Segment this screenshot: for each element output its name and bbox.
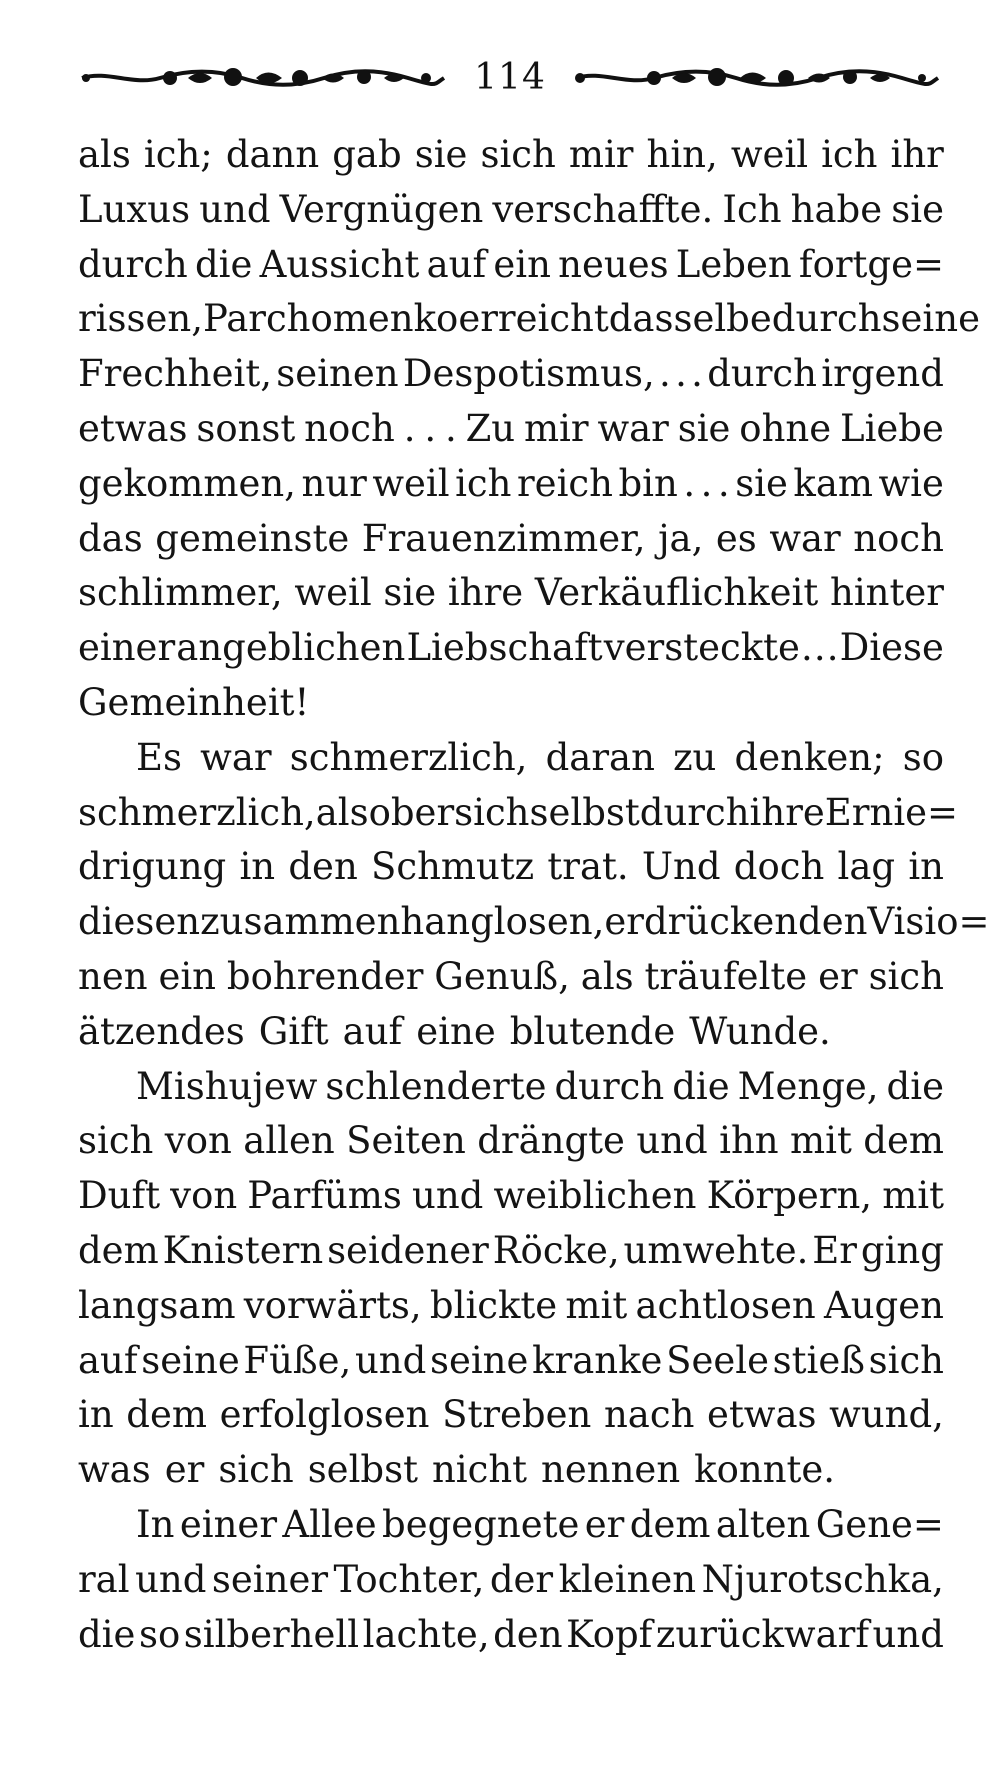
- word: die: [672, 1064, 730, 1108]
- word: dasselbe: [608, 297, 772, 341]
- word: lachte,: [362, 1612, 490, 1656]
- word: mir: [523, 406, 589, 450]
- word: ich;: [143, 133, 213, 176]
- text-line: [78, 1060, 944, 1115]
- word: weil: [372, 461, 450, 505]
- word: Menge,: [737, 1064, 879, 1108]
- word: diesen: [78, 900, 201, 944]
- text-line: [78, 238, 944, 293]
- word: ihre: [447, 571, 524, 615]
- word: ja,: [658, 516, 704, 560]
- word: er: [164, 1448, 205, 1492]
- word: trat.: [547, 845, 629, 889]
- word: .: [659, 352, 671, 396]
- word: weil: [730, 133, 809, 176]
- word: Mishujew: [136, 1064, 318, 1108]
- word: seine: [429, 1338, 529, 1382]
- word: eine: [416, 1009, 496, 1053]
- text-line: [78, 1498, 944, 1553]
- word: achtlosen: [635, 1283, 816, 1327]
- word: noch: [853, 516, 944, 560]
- word: selbst: [307, 1448, 418, 1492]
- word: blutende: [509, 1009, 676, 1053]
- word: Gemeinheit!: [78, 680, 310, 724]
- text-line: [78, 676, 944, 731]
- word: Despotismus,: [402, 352, 655, 396]
- word: Streben: [442, 1393, 592, 1437]
- word: allen: [243, 1119, 335, 1163]
- word: bin: [618, 461, 678, 505]
- word: schlimmer,: [78, 571, 283, 615]
- word: mit: [882, 1174, 944, 1218]
- word: .: [691, 352, 703, 396]
- word: umwehte.: [623, 1228, 809, 1272]
- word: durch: [771, 297, 882, 341]
- word: von: [170, 1174, 238, 1218]
- word: hin,: [646, 133, 718, 176]
- word: nen: [78, 954, 148, 998]
- word: nach: [603, 1393, 695, 1437]
- word: seiner: [211, 1557, 329, 1601]
- word: gab: [332, 133, 402, 176]
- word: lag: [837, 845, 896, 889]
- word: ihre: [749, 790, 825, 834]
- word: Vergnügen: [279, 187, 484, 231]
- word: erfolglosen: [219, 1393, 430, 1437]
- word: .: [403, 406, 416, 450]
- word: konnte.: [694, 1448, 836, 1492]
- word: durch: [707, 352, 817, 396]
- word: Tochter,: [333, 1557, 485, 1601]
- word: noch: [304, 406, 395, 450]
- word: Schmutz: [371, 845, 535, 889]
- word: Füße,: [243, 1338, 352, 1382]
- word: er: [584, 1502, 625, 1546]
- word: Ich: [722, 187, 782, 231]
- text-line: [78, 512, 944, 567]
- word: sie: [414, 133, 468, 176]
- word: .: [424, 406, 437, 450]
- word: hinter: [830, 571, 944, 615]
- word: sich: [78, 1119, 154, 1163]
- word: die: [886, 1064, 944, 1108]
- word: nur: [301, 461, 367, 505]
- word: .: [717, 461, 730, 505]
- word: auf: [78, 1338, 138, 1382]
- word: Liebschaft: [406, 626, 603, 670]
- word: ätzendes: [78, 1009, 245, 1053]
- word: es: [715, 516, 757, 560]
- word: er: [818, 954, 858, 998]
- text-line: [78, 183, 944, 238]
- word: Zu: [465, 406, 516, 450]
- word: den: [288, 845, 358, 889]
- word: Duft: [78, 1174, 161, 1218]
- word: Verkäuflichkeit: [534, 571, 819, 615]
- text-line: [78, 1279, 944, 1334]
- word: Diese: [839, 626, 944, 670]
- word: war: [200, 735, 272, 779]
- word: weil: [294, 571, 372, 615]
- word: versteckte: [603, 626, 800, 670]
- word: und: [411, 1174, 484, 1218]
- word: weiblichen: [493, 1174, 697, 1218]
- word: sich: [480, 133, 556, 176]
- word: daran: [545, 735, 655, 779]
- left-ornament-icon: [78, 65, 448, 91]
- word: Njurotschka,: [701, 1557, 944, 1601]
- page-header: [78, 48, 942, 108]
- text-body: [78, 128, 990, 1662]
- word: selbst: [529, 790, 640, 834]
- word: als: [315, 790, 369, 834]
- word: Gift: [258, 1009, 329, 1053]
- word: sich: [454, 790, 530, 834]
- word: in: [78, 1393, 114, 1437]
- word: .: [675, 352, 687, 396]
- text-line: [78, 1553, 944, 1608]
- word: wund,: [829, 1393, 944, 1437]
- word: Kopf: [566, 1612, 653, 1656]
- word: war: [597, 406, 669, 450]
- word: ihr: [890, 133, 944, 176]
- word: so: [902, 735, 944, 779]
- word: Frechheit,: [78, 352, 272, 396]
- word: Seele: [666, 1338, 769, 1382]
- word: Er: [812, 1228, 857, 1272]
- word: ohne: [739, 406, 832, 450]
- word: etwas: [78, 406, 188, 450]
- word: Knistern: [162, 1228, 324, 1272]
- word: reich: [516, 461, 613, 505]
- word: erdrückenden: [604, 900, 868, 944]
- word: in: [239, 845, 276, 889]
- word: war: [769, 516, 841, 560]
- text-line: [78, 1388, 944, 1443]
- word: silberhell: [183, 1612, 360, 1656]
- word: Und: [641, 845, 721, 889]
- word: Parchomenko: [202, 297, 459, 341]
- word: sich: [868, 1338, 944, 1382]
- word: so: [138, 1612, 181, 1656]
- word: die: [194, 242, 253, 286]
- word: auf: [342, 1009, 403, 1053]
- word: Liebe: [840, 406, 944, 450]
- word: Frauenzimmer,: [361, 516, 646, 560]
- word: Körpern,: [706, 1174, 873, 1218]
- word: seinen: [276, 352, 399, 396]
- text-line: [78, 457, 944, 512]
- word: sonst: [196, 406, 296, 450]
- word: einer: [179, 1502, 278, 1546]
- word: mit: [565, 1283, 628, 1327]
- word: schlenderte: [325, 1064, 547, 1108]
- word: bohrender: [226, 954, 424, 998]
- word: stieß: [772, 1338, 865, 1382]
- word: und: [872, 1612, 944, 1656]
- word: seine: [141, 1338, 240, 1382]
- word: in: [908, 845, 944, 889]
- word: durch: [78, 242, 188, 286]
- word: das: [78, 516, 143, 560]
- word: Visio=: [867, 900, 990, 944]
- word: Allee: [282, 1502, 377, 1546]
- word: Gene=: [815, 1502, 944, 1546]
- word: doch: [733, 845, 825, 889]
- page-number: 114: [474, 57, 546, 98]
- word: ob: [368, 790, 415, 834]
- text-line: [78, 128, 944, 183]
- word: mit: [790, 1119, 852, 1163]
- word: seidener: [327, 1228, 489, 1272]
- word: Luxus: [78, 187, 191, 231]
- word: ging: [860, 1228, 944, 1272]
- word: .: [700, 461, 713, 505]
- text-line: [78, 1443, 944, 1498]
- word: zu: [673, 735, 717, 779]
- text-line: [78, 840, 944, 895]
- word: der: [489, 1557, 554, 1601]
- word: .: [683, 461, 696, 505]
- word: .: [444, 406, 457, 450]
- word: irgend: [821, 352, 944, 396]
- word: alten: [715, 1502, 811, 1546]
- text-line: [78, 731, 944, 786]
- word: ein: [158, 954, 217, 998]
- word: auf: [426, 242, 487, 286]
- word: Seiten: [346, 1119, 466, 1163]
- text-line: [78, 566, 944, 621]
- word: gekommen,: [78, 461, 296, 505]
- word: begegnete: [382, 1502, 580, 1546]
- text-line: [78, 786, 959, 841]
- word: die: [78, 1612, 136, 1656]
- word: langsam: [78, 1283, 236, 1327]
- word: dem: [629, 1502, 711, 1546]
- word: als: [78, 133, 131, 176]
- word: Aussicht: [259, 242, 420, 286]
- word: denken;: [734, 735, 885, 779]
- text-line: [78, 1114, 944, 1169]
- word: zurückwarf: [655, 1612, 870, 1656]
- word: den: [493, 1612, 563, 1656]
- word: er: [414, 790, 455, 834]
- word: träufelte: [644, 954, 808, 998]
- word: Augen: [824, 1283, 944, 1327]
- word: ihn: [719, 1119, 779, 1163]
- word: sich: [868, 954, 944, 998]
- text-line: [78, 347, 944, 402]
- text-line: [78, 1608, 944, 1663]
- word: drängte: [477, 1119, 625, 1163]
- word: verschaffte.: [492, 187, 714, 231]
- word: Genuß,: [434, 954, 570, 998]
- word: durch: [554, 1064, 665, 1108]
- word: .: [813, 626, 826, 670]
- text-line: [78, 292, 980, 347]
- word: dem: [126, 1393, 207, 1437]
- word: blickte: [429, 1283, 558, 1327]
- text-line: [78, 402, 944, 457]
- word: als: [580, 954, 634, 998]
- word: ein: [493, 242, 551, 286]
- word: fortge=: [798, 242, 944, 286]
- word: sie: [891, 187, 944, 231]
- word: seine: [881, 297, 980, 341]
- word: schmerzlich,: [78, 790, 316, 834]
- word: kam: [793, 461, 873, 505]
- text-line: [78, 1005, 944, 1060]
- word: dem: [78, 1228, 159, 1272]
- text-line: [78, 1169, 944, 1224]
- word: etwas: [707, 1393, 817, 1437]
- word: dem: [863, 1119, 944, 1163]
- text-line: [78, 621, 944, 676]
- word: schmerzlich,: [289, 735, 528, 779]
- word: Röcke,: [492, 1228, 620, 1272]
- word: rissen,: [78, 297, 203, 341]
- word: und: [636, 1119, 708, 1163]
- right-ornament-icon: [572, 65, 942, 91]
- word: Es: [136, 735, 182, 779]
- word: wie: [878, 461, 944, 505]
- word: ich: [455, 461, 512, 505]
- word: sie: [383, 571, 437, 615]
- word: durch: [639, 790, 750, 834]
- word: von: [164, 1119, 232, 1163]
- text-line: [78, 1334, 944, 1389]
- word: ral: [78, 1557, 130, 1601]
- text-line: [78, 895, 990, 950]
- word: nicht: [431, 1448, 528, 1492]
- word: mir: [568, 133, 634, 176]
- word: .: [826, 626, 839, 670]
- text-line: [78, 1224, 944, 1279]
- text-line: [78, 950, 944, 1005]
- word: nennen: [541, 1448, 681, 1492]
- word: einer: [78, 626, 176, 670]
- word: vorwärts,: [243, 1283, 422, 1327]
- word: sich: [218, 1448, 294, 1492]
- word: erreicht: [458, 297, 609, 341]
- word: kranke: [532, 1338, 663, 1382]
- word: Wunde.: [689, 1009, 831, 1053]
- word: neues: [558, 242, 669, 286]
- word: Parfüms: [247, 1174, 402, 1218]
- word: zusammenhanglosen,: [200, 900, 605, 944]
- word: angeblichen: [176, 626, 406, 670]
- word: kleinen: [558, 1557, 697, 1601]
- word: sie: [677, 406, 731, 450]
- word: In: [136, 1502, 175, 1546]
- word: .: [801, 626, 813, 670]
- word: und: [135, 1557, 207, 1601]
- word: dann: [225, 133, 320, 176]
- word: ich: [821, 133, 878, 176]
- word: Leben: [675, 242, 792, 286]
- word: drigung: [78, 845, 227, 889]
- word: was: [78, 1448, 151, 1492]
- word: und: [354, 1338, 427, 1382]
- word: Ernie=: [824, 790, 959, 834]
- word: und: [199, 187, 271, 231]
- word: sie: [735, 461, 788, 505]
- word: habe: [790, 187, 883, 231]
- word: gemeinste: [155, 516, 350, 560]
